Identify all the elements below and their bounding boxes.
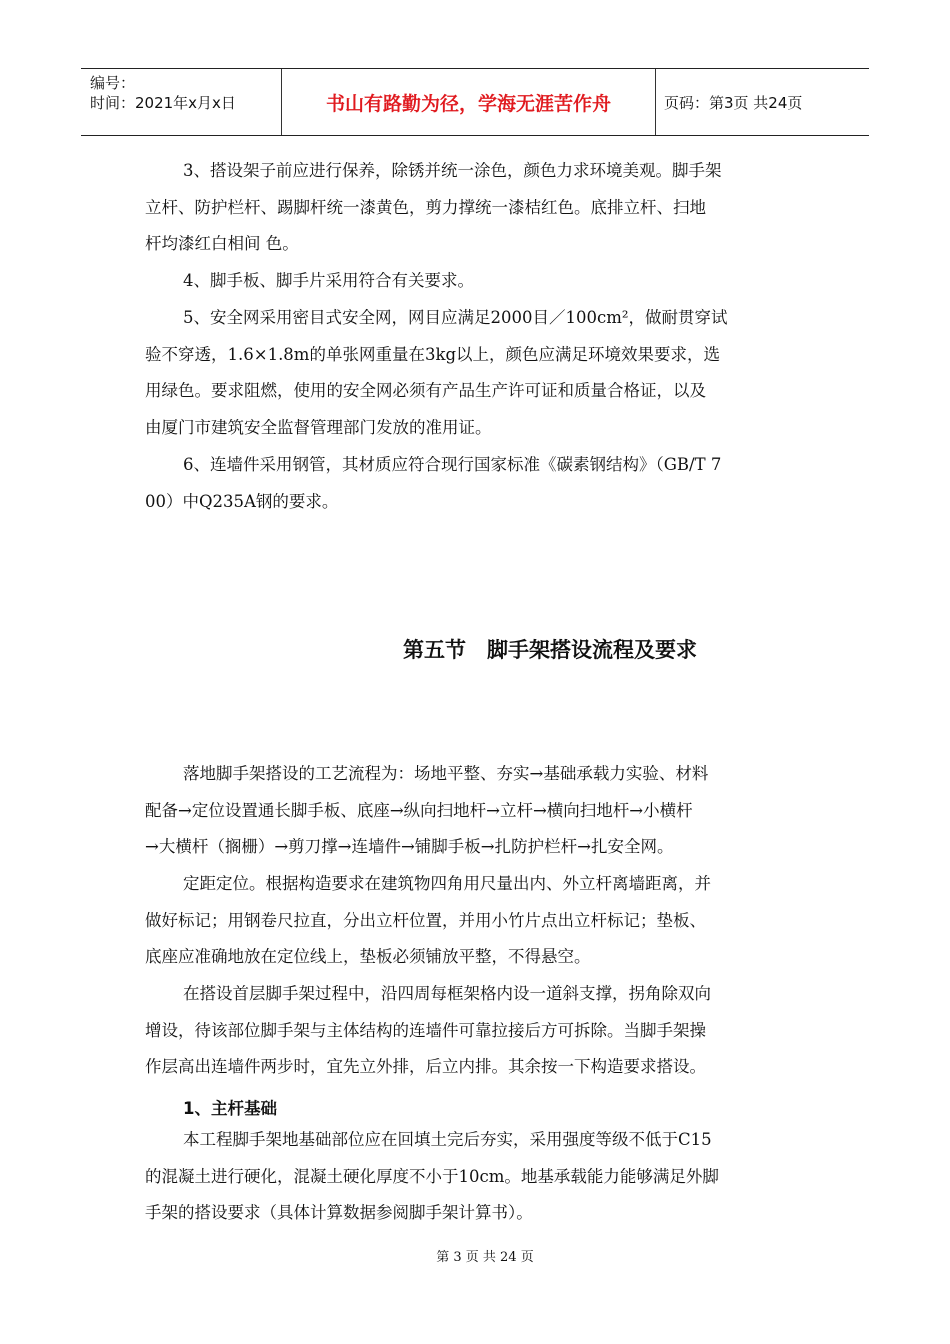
text-line: 增设，待该部位脚手架与主体结构的连墙件可靠拉接后方可拆除。当脚手架操 — [145, 1020, 706, 1040]
page-footer: 第 3 页 共 24 页 — [436, 1250, 534, 1265]
text-line: 在搭设首层脚手架过程中，沿四周每框架格内设一道斜支撑，拐角除双向 — [183, 984, 711, 1003]
sub-heading: 1、主杆基础 — [183, 1099, 277, 1118]
page-label-text: 页码：第3页 共24页 — [664, 93, 803, 112]
paragraph-item-4 — [145, 263, 810, 300]
paragraph-positioning — [145, 866, 810, 976]
text-line: 5、安全网采用密目式安全网，网目应满足2000目／100cm²，做耐贯穿试 — [183, 308, 728, 327]
text-line: 配备→定位设置通长脚手板、底座→纵向扫地杆→立杆→横向扫地杆→小横杆 — [145, 800, 693, 820]
header-table — [81, 68, 869, 136]
text-line: 作层高出连墙件两步时，宜先立外排，后立内排。其余按一下构造要求搭设。 — [145, 1057, 706, 1076]
text-line: 3、搭设架子前应进行保养，除锈并统一涂色，颜色力求环境美观。脚手架 — [183, 161, 722, 180]
header-page-label — [664, 69, 869, 135]
text-line: 验不穿透，1.6×1.8m的单张网重量在3kg以上，颜色应满足环境效果要求，选 — [145, 344, 721, 364]
header-motto: 书山有路勤为径，学海无涯苦作舟 — [325, 92, 611, 115]
section-title: 第五节 脚手架搭设流程及要求 — [403, 638, 697, 662]
header-meta — [81, 69, 281, 135]
text-line: 手架的搭设要求（具体计算数据参阅脚手架计算书）。 — [145, 1203, 533, 1222]
text-line: 由厦门市建筑安全监督管理部门发放的准用证。 — [145, 417, 492, 437]
paragraph-foundation — [145, 1122, 810, 1232]
paragraph-process-flow — [145, 756, 810, 866]
text-line: 定距定位。根据构造要求在建筑物四角用尺量出内、外立杆离墙距离，并 — [183, 874, 711, 893]
paragraph-first-layer — [145, 976, 810, 1086]
text-line: 立杆、防护栏杆、踢脚杆统一漆黄色，剪力撑统一漆桔红色。底排立杆、扫地 — [145, 197, 706, 217]
text-line: 杆均漆红白相间 色。 — [145, 234, 299, 253]
header-divider — [655, 69, 656, 135]
number-label: 编号： — [90, 74, 136, 92]
paragraph-item-3 — [145, 153, 810, 263]
text-line: 做好标记；用钢卷尺拉直，分出立杆位置，并用小竹片点出立杆标记；垫板、 — [145, 910, 706, 930]
text-line: 用绿色。要求阻燃，使用的安全网必须有产品生产许可证和质量合格证，以及 — [145, 381, 706, 400]
time-label: 时间：2021年x月x日 — [90, 94, 236, 112]
text-line: 00）中Q235A钢的要求。 — [145, 491, 339, 511]
text-line: 6、连墙件采用钢管，其材质应符合现行国家标准《碳素钢结构》（GB/T 7 — [183, 455, 722, 474]
paragraph-item-6 — [145, 447, 810, 520]
text-line: 落地脚手架搭设的工艺流程为：场地平整、夯实→基础承载力实验、材料 — [183, 764, 709, 783]
text-line: 底座应准确地放在定位线上，垫板必须铺放平整，不得悬空。 — [145, 947, 591, 966]
text-line: →大横杆（搁栅）→剪刀撑→连墙件→铺脚手板→扎防护栏杆→扎安全网。 — [145, 837, 674, 856]
text-line: 本工程脚手架地基础部位应在回填土完后夯实，采用强度等级不低于C15 — [183, 1130, 712, 1149]
text-line: 4、脚手板、脚手片采用符合有关要求。 — [183, 271, 474, 290]
paragraph-item-5 — [145, 300, 810, 446]
text-line: 的混凝土进行硬化，混凝土硬化厚度不小于10cm。地基承载能力能够满足外脚 — [145, 1166, 719, 1186]
